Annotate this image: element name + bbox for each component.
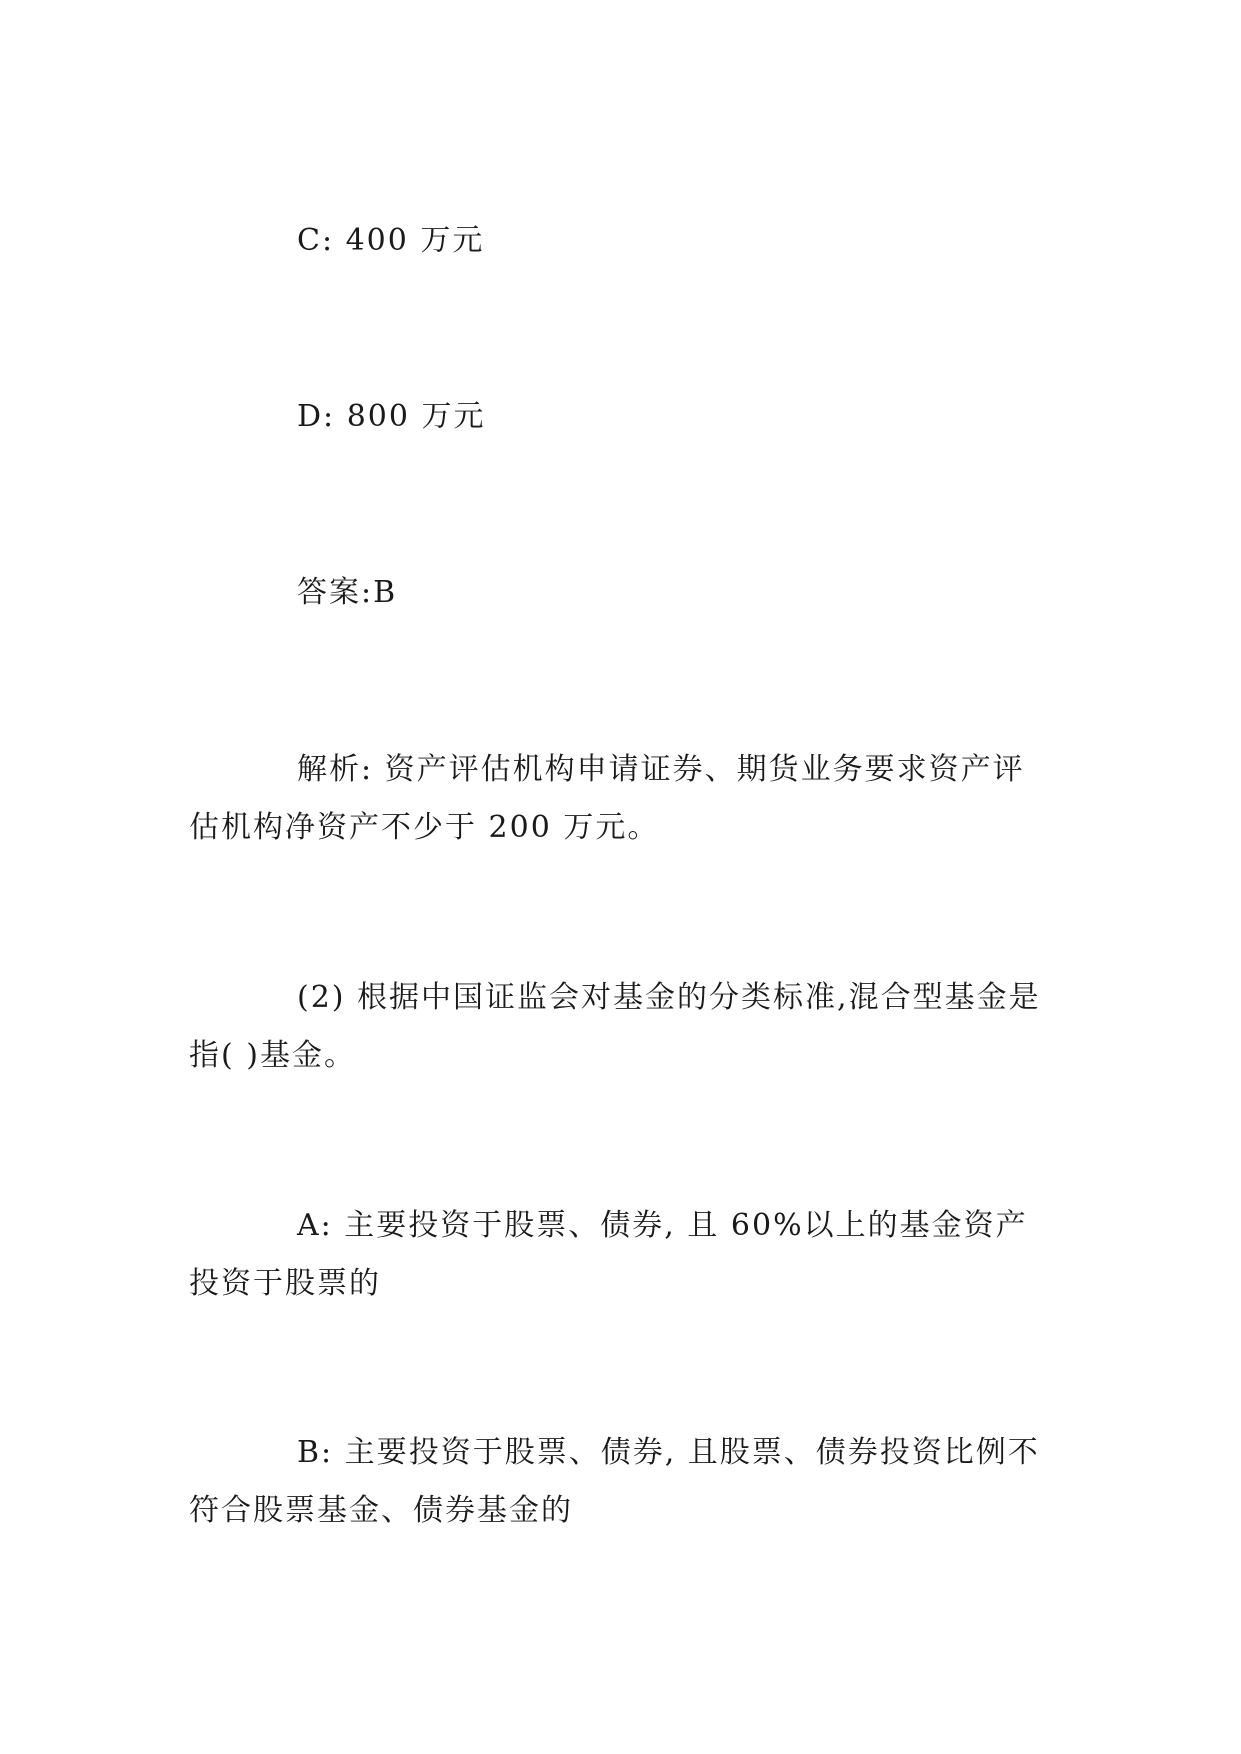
- option-b-paragraph: B: 主要投资于股票、债券, 且股票、债券投资比例不符合股票基金、债券基金的: [189, 1435, 1040, 1528]
- analysis-paragraph: 解析: 资产评估机构申请证券、期货业务要求资产评估机构净资产不少于 200 万元。: [189, 752, 1025, 845]
- answer-paragraph: 答案:B: [297, 575, 398, 610]
- option-a-paragraph: A: 主要投资于股票、债券, 且 60%以上的基金资产投资于股票的: [189, 1208, 1028, 1301]
- question-2-paragraph: (2) 根据中国证监会对基金的分类标准,混合型基金是指( )基金。: [189, 980, 1041, 1073]
- option-c-paragraph: C: 400 万元: [297, 223, 485, 258]
- option-d-paragraph: D: 800 万元: [297, 399, 486, 434]
